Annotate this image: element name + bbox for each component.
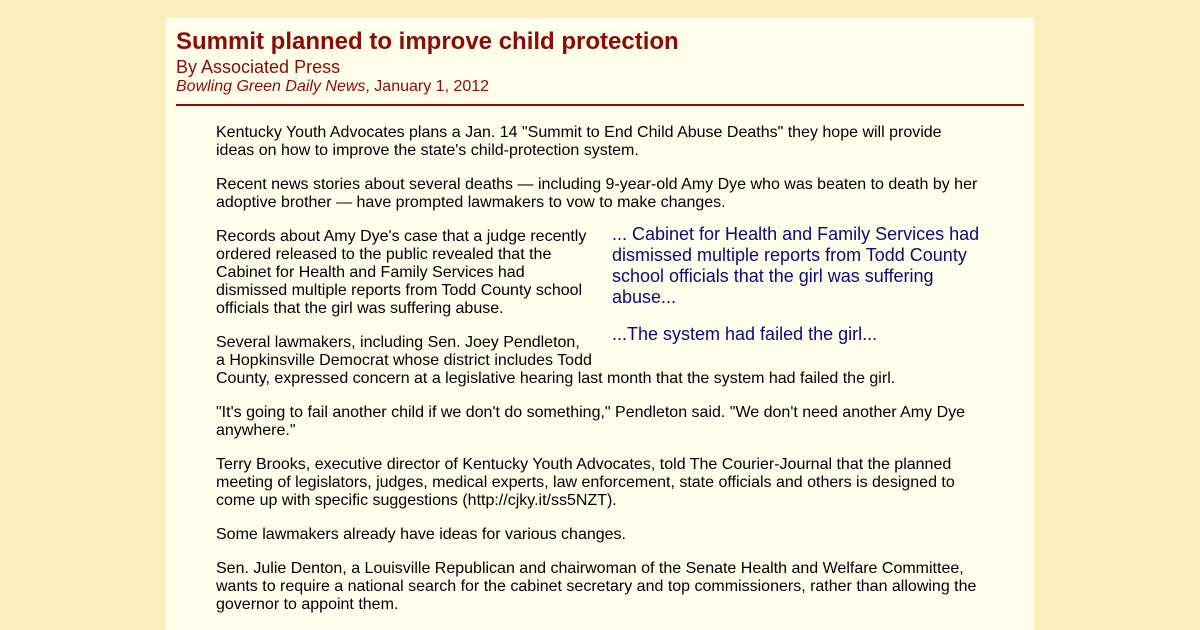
paragraph: "It's going to fail another child if we don't do something," Pendleton said. "We don't need another Amy Dye anywhere." — [216, 404, 966, 439]
paragraph: Several lawmakers, including Sen. Joey Pendleton, a Hopkinsville Democrat whose district includes Todd County, expressed concern at a legislative hearing last month that the system had failed the girl. — [216, 334, 896, 387]
publication-name: Bowling Green Daily News — [176, 78, 366, 95]
paragraph: Records about Amy Dye's case that a judge recently ordered released to the public revealed that the Cabinet for Health and Family Services had dismissed multiple reports from Todd County school officials that the girl was suffering abuse. — [216, 228, 587, 317]
header-divider — [176, 104, 1024, 106]
byline: By Associated Press — [176, 57, 341, 77]
paragraph: Kentucky Youth Advocates plans a Jan. 14 "Summit to End Child Abuse Deaths" they hope will provide ideas on how to improve the state's child-protection system. — [216, 124, 942, 159]
article-body — [216, 124, 982, 630]
pullquote-box — [612, 224, 982, 361]
publication-date: , January 1, 2012 — [365, 78, 490, 95]
source-line — [176, 77, 489, 97]
pullquote: ...The system had failed the girl... — [612, 324, 878, 344]
pullquote: ... Cabinet for Health and Family Services had dismissed multiple reports from Todd County school officials that the girl was suffering abuse... — [612, 224, 980, 307]
paragraph: Sen. Julie Denton, a Louisville Republican and chairwoman of the Senate Health and Welfare Committee, wants to require a national search for the cabinet secretary and top commissioners, rather than allowing the governor to appoint them. — [216, 560, 977, 613]
paragraph: Terry Brooks, executive director of Kentucky Youth Advocates, told The Courier-Journal that the planned meeting of legislators, judges, medical experts, law enforcement, state officials and others is designed to come up with specific suggestions (http://cjky.it/ss5NZT). — [216, 456, 955, 509]
headline: Summit planned to improve child protection — [176, 28, 679, 55]
article-container — [166, 18, 1034, 630]
paragraph: Some lawmakers already have ideas for various changes. — [216, 526, 626, 543]
paragraph: Recent news stories about several deaths — including 9-year-old Amy Dye who was beaten to death by her adoptive brother — have prompted lawmakers to vow to make changes. — [216, 176, 978, 211]
